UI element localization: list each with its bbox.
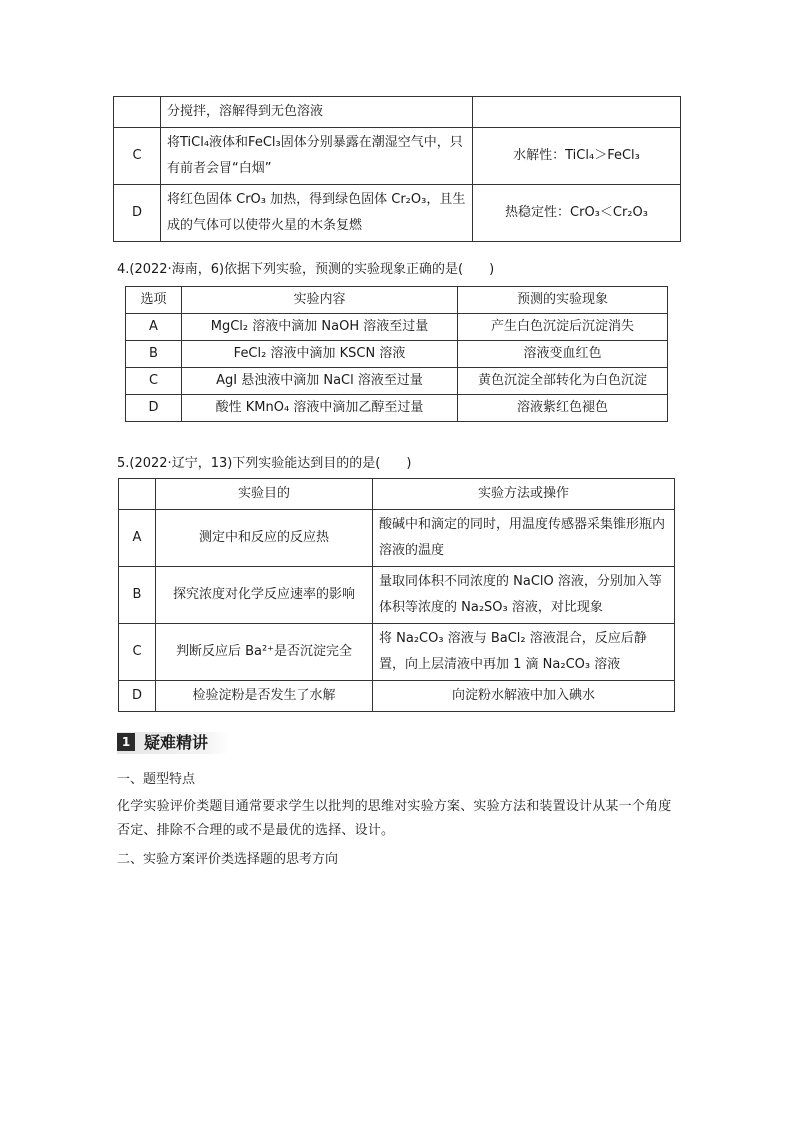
option-cell: D: [119, 681, 156, 712]
phenomenon-cell: 溶液变血红色: [458, 341, 668, 368]
column-header: 预测的实验现象: [458, 287, 668, 314]
question-4-stem: 4.(2022·海南，6)依据下列实验，预测的实验现象正确的是( ): [117, 262, 495, 277]
purpose-cell: 判断反应后 Ba²⁺是否沉淀完全: [156, 624, 373, 681]
content-cell: FeCl₂ 溶液中滴加 KSCN 溶液: [182, 341, 458, 368]
table-row: [114, 97, 681, 128]
top-options-table: [113, 96, 681, 242]
option-cell: A: [119, 510, 156, 567]
option-cell: B: [126, 341, 182, 368]
table-row: [126, 314, 668, 341]
subheading-question-type: 一、题型特点: [117, 772, 196, 787]
purpose-cell: 测定中和反应的反应热: [156, 510, 373, 567]
subheading-thinking-direction: 二、实验方案评价类选择题的思考方向: [117, 852, 339, 867]
body-paragraph: 化学实验评价类题目通常要求学生以批判的思维对实验方案、实验方法和装置设计从某一个角度否定、排除不合理的或不是最优的选择、设计。: [117, 799, 672, 838]
table-row: [126, 368, 668, 395]
option-cell: D: [114, 185, 161, 242]
content-cell: 酸性 KMnO₄ 溶液中滴加乙醇至过量: [182, 395, 458, 422]
column-header: 实验目的: [156, 479, 373, 510]
phenomenon-cell: 溶液紫红色褪色: [458, 395, 668, 422]
option-cell: C: [119, 624, 156, 681]
method-cell: 量取同体积不同浓度的 NaClO 溶液，分别加入等体积等浓度的 Na₂SO₃ 溶液，对比现象: [373, 567, 675, 624]
conclusion-cell: 水解性：TiCl₄＞FeCl₃: [473, 128, 681, 185]
column-header: 实验方法或操作: [373, 479, 675, 510]
method-cell: 向淀粉水解液中加入碘水: [373, 681, 675, 712]
question-4-table: [125, 286, 668, 422]
content-cell: MgCl₂ 溶液中滴加 NaOH 溶液至过量: [182, 314, 458, 341]
option-cell: D: [126, 395, 182, 422]
table-header-row: [126, 287, 668, 314]
table-row: [114, 128, 681, 185]
table-row: [119, 624, 675, 681]
question-5-stem: 5.(2022·辽宁，13)下列实验能达到目的的是( ): [117, 456, 412, 471]
column-header: 选项: [126, 287, 182, 314]
content-cell: 将TiCl₄液体和FeCl₃固体分别暴露在潮湿空气中，只有前者会冒“白烟”: [161, 128, 473, 185]
table-row: [114, 185, 681, 242]
phenomenon-cell: 产生白色沉淀后沉淀消失: [458, 314, 668, 341]
question-5-table: [118, 478, 675, 712]
content-cell: 分搅拌，溶解得到无色溶液: [161, 97, 473, 128]
table-row: [119, 681, 675, 712]
table-row: [126, 395, 668, 422]
conclusion-cell: [473, 97, 681, 128]
section-number-badge: 1: [117, 733, 135, 751]
method-cell: 将 Na₂CO₃ 溶液与 BaCl₂ 溶液混合，反应后静置，向上层清液中再加 1 滴 Na₂CO₃ 溶液: [373, 624, 675, 681]
purpose-cell: 探究浓度对化学反应速率的影响: [156, 567, 373, 624]
purpose-cell: 检验淀粉是否发生了水解: [156, 681, 373, 712]
content-cell: AgI 悬浊液中滴加 NaCl 溶液至过量: [182, 368, 458, 395]
table-row: [119, 567, 675, 624]
method-cell: 酸碱中和滴定的同时，用温度传感器采集锥形瓶内溶液的温度: [373, 510, 675, 567]
table-header-row: [119, 479, 675, 510]
option-cell: A: [126, 314, 182, 341]
table-row: [126, 341, 668, 368]
phenomenon-cell: 黄色沉淀全部转化为白色沉淀: [458, 368, 668, 395]
column-header: [119, 479, 156, 510]
section-header: [117, 732, 229, 754]
option-cell: C: [114, 128, 161, 185]
option-cell: C: [126, 368, 182, 395]
option-cell: [114, 97, 161, 128]
table-row: [119, 510, 675, 567]
conclusion-cell: 热稳定性：CrO₃＜Cr₂O₃: [473, 185, 681, 242]
content-cell: 将红色固体 CrO₃ 加热，得到绿色固体 Cr₂O₃，且生成的气体可以使带火星的木条复燃: [161, 185, 473, 242]
option-cell: B: [119, 567, 156, 624]
column-header: 实验内容: [182, 287, 458, 314]
section-title: 疑难精讲: [144, 733, 209, 752]
